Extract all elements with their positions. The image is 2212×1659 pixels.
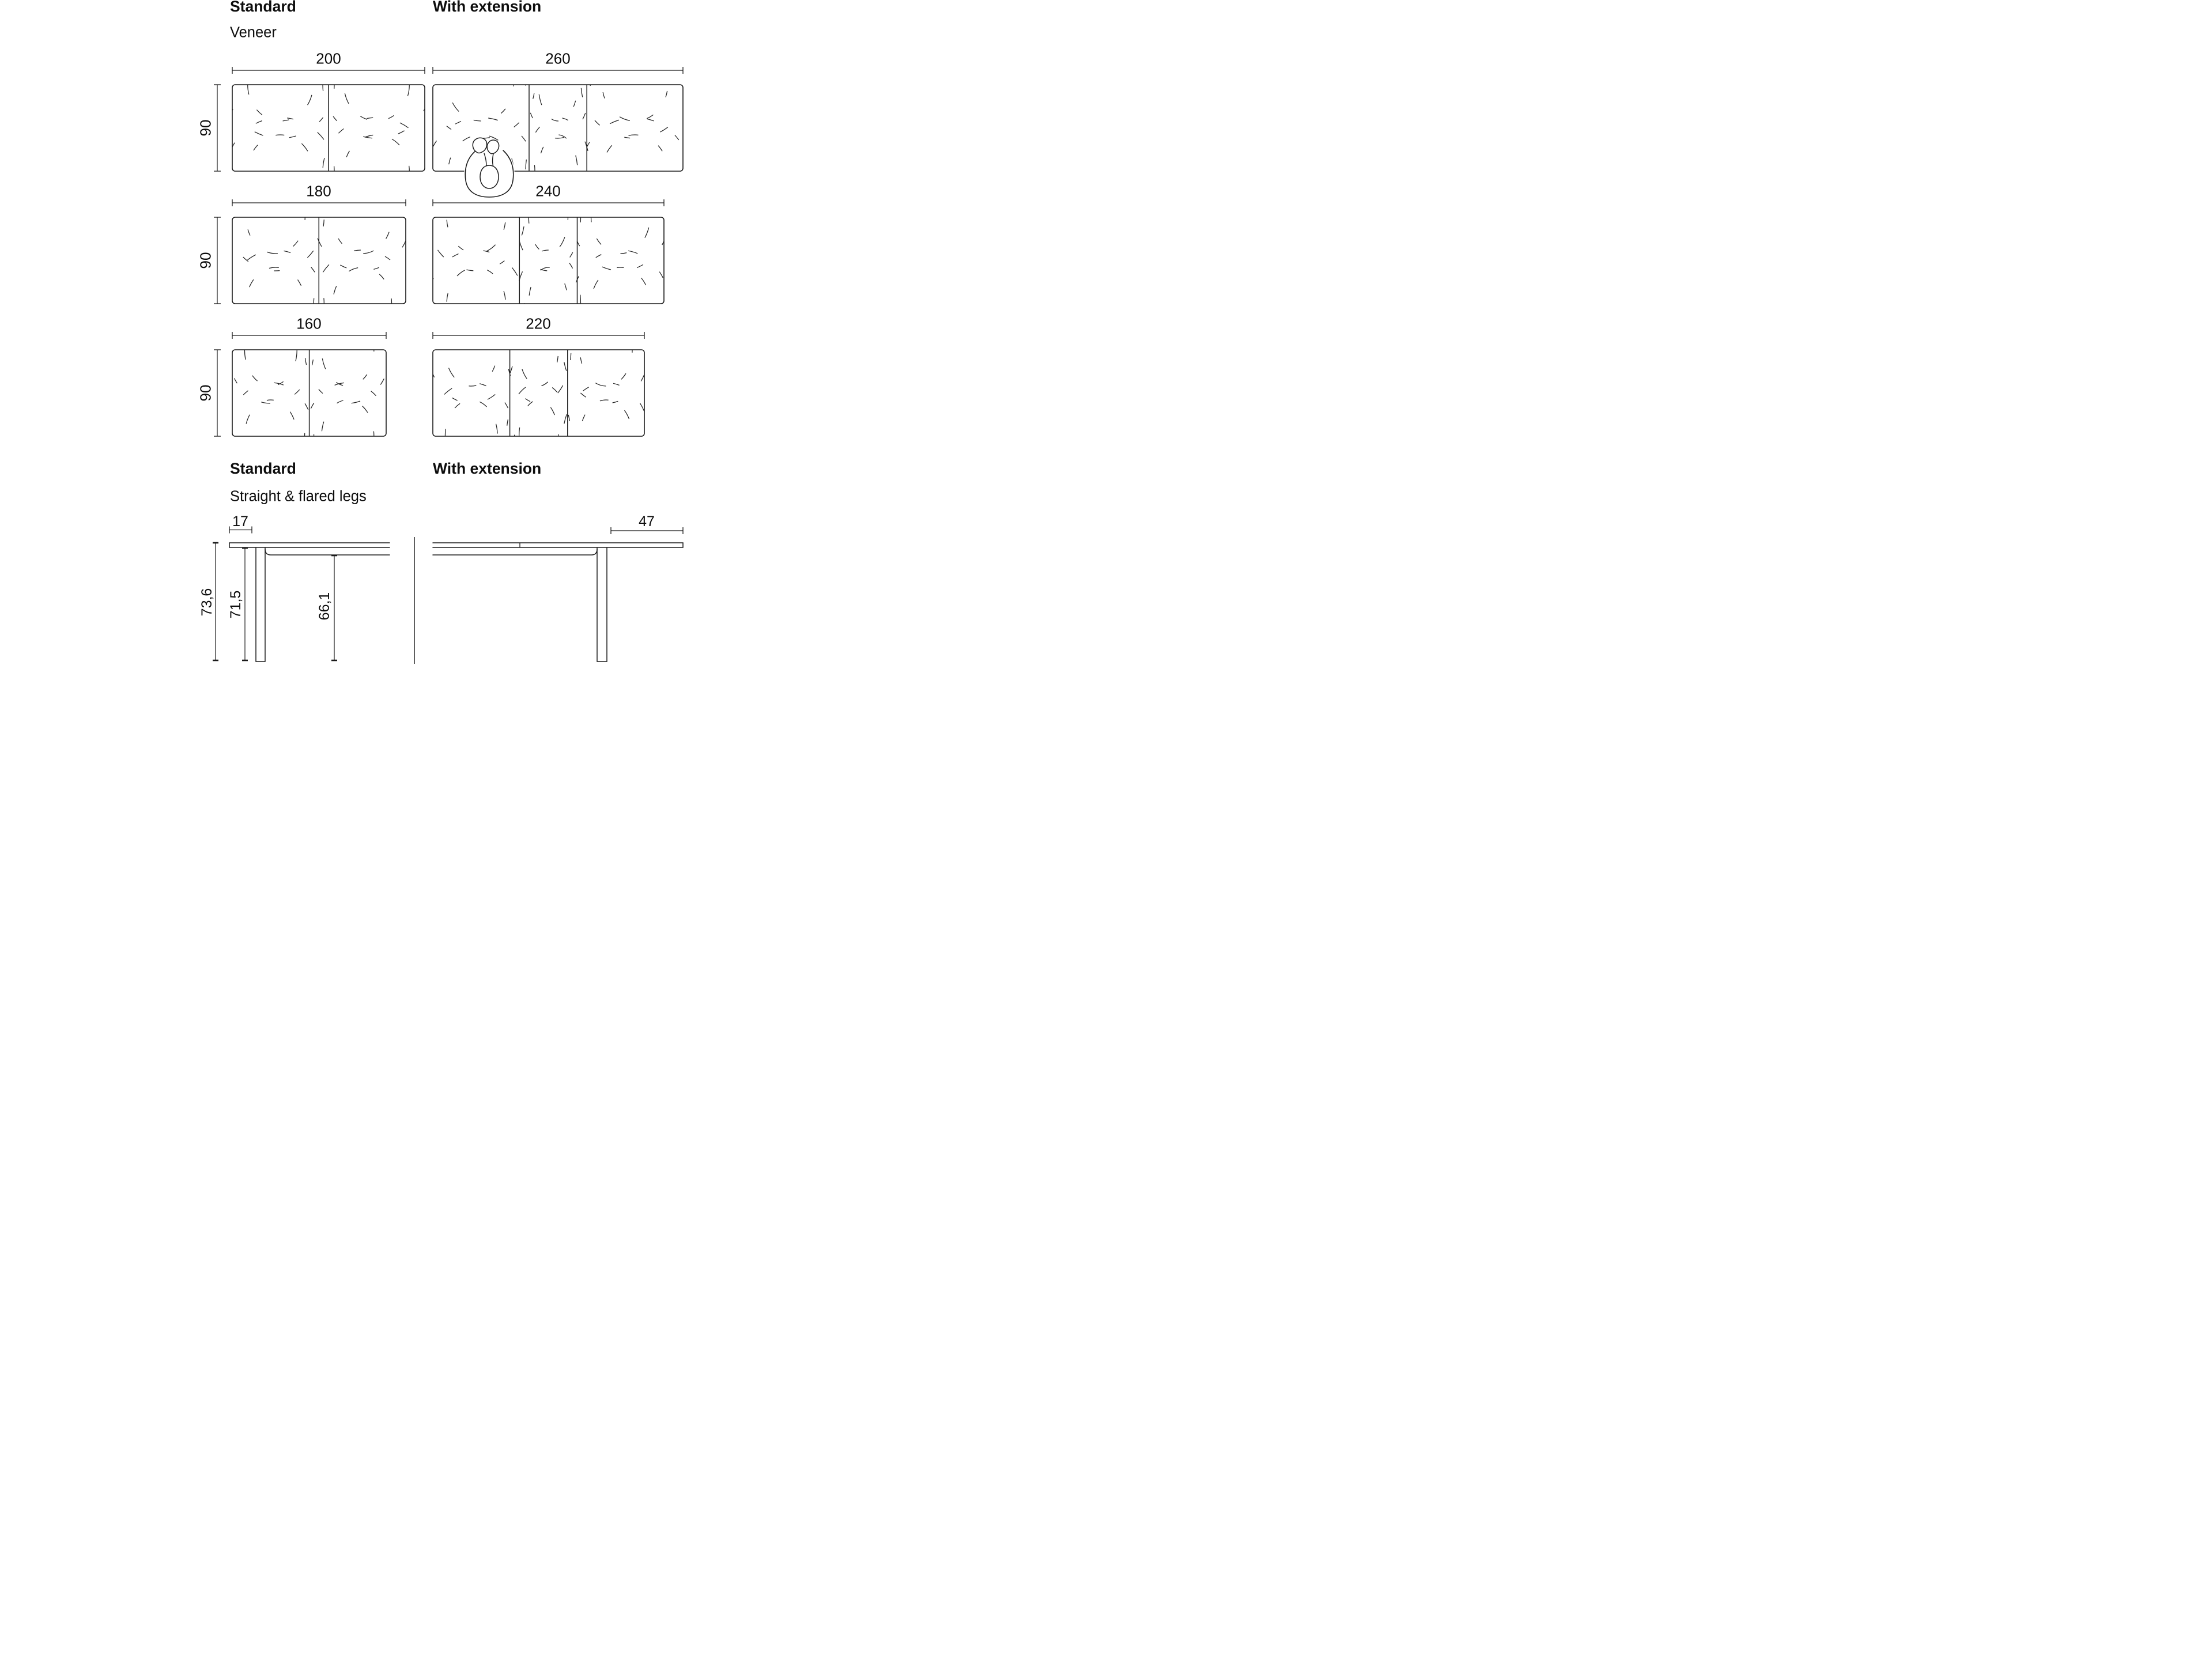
dimension-drawing-sheet xyxy=(0,0,885,664)
width-label-240: 240 xyxy=(535,182,561,200)
height-label-66-1: 66,1 xyxy=(316,592,333,621)
width-label-180: 180 xyxy=(306,182,331,200)
line-drawing-layer xyxy=(0,0,885,664)
width-dimension-180 xyxy=(232,199,406,206)
width-dimension-220 xyxy=(433,332,644,339)
veneer-subtitle: Veneer xyxy=(230,24,277,41)
legs-subtitle: Straight & flared legs xyxy=(230,488,367,505)
overhang-label-17: 17 xyxy=(232,513,248,530)
depth-label-row2: 90 xyxy=(197,252,214,269)
side-extension-title: With extension xyxy=(433,460,542,478)
width-dimension-200 xyxy=(232,67,425,74)
side-view-extension xyxy=(433,527,683,662)
width-dimension-240 xyxy=(433,199,664,206)
width-dimension-260 xyxy=(433,67,683,74)
width-label-200: 200 xyxy=(316,50,341,67)
width-label-260: 260 xyxy=(545,50,571,67)
width-dimension-160 xyxy=(232,332,386,339)
depth-dimension-row2 xyxy=(214,217,221,304)
depth-dimension-row3 xyxy=(214,350,221,436)
width-label-220: 220 xyxy=(526,315,551,332)
plan-standard-title: Standard xyxy=(230,0,296,16)
depth-dimension-row1 xyxy=(214,85,221,171)
width-label-160: 160 xyxy=(296,315,322,332)
plan-extension-title: With extension xyxy=(433,0,542,16)
depth-label-row1: 90 xyxy=(197,119,214,137)
height-label-73-6: 73,6 xyxy=(198,588,215,617)
depth-label-row3: 90 xyxy=(197,384,214,402)
side-standard-title: Standard xyxy=(230,460,296,478)
height-label-71-5: 71,5 xyxy=(227,590,244,619)
overhang-label-47: 47 xyxy=(639,513,655,530)
